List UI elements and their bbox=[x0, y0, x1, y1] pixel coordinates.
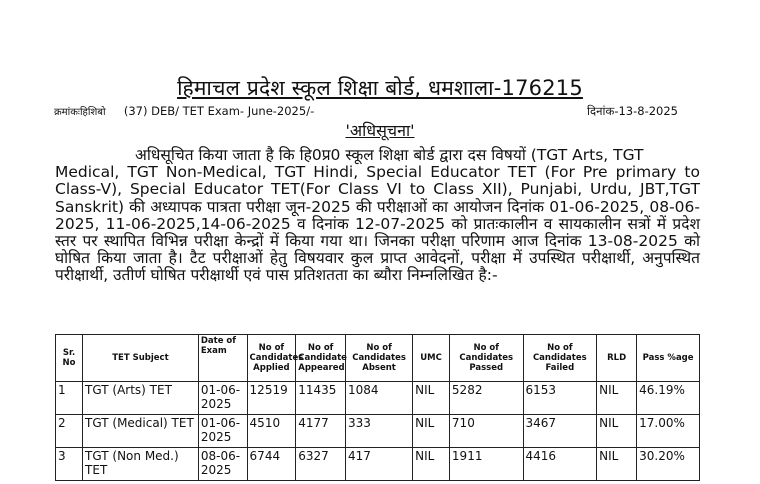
table-cell: 3467 bbox=[523, 415, 597, 448]
notice-heading: 'अधिसूचना' bbox=[345, 121, 415, 140]
table-cell: 11435 bbox=[296, 382, 346, 415]
body-line-1: अधिसूचित किया जाता है कि हि0प्र0 स्कूल शिक्षा बोर्ड द्वारा दस विषयों (TGT Arts, TGT bbox=[135, 146, 644, 164]
table-row bbox=[56, 448, 700, 481]
table-cell: 710 bbox=[449, 415, 523, 448]
reference-prefix: क्रमांकःहिशिबो bbox=[54, 107, 106, 118]
table-cell: 1084 bbox=[346, 382, 413, 415]
table-cell: 08-06-2025 bbox=[198, 448, 247, 481]
table-cell: 4416 bbox=[523, 448, 597, 481]
table-cell: 4177 bbox=[296, 415, 346, 448]
column-header: TET Subject bbox=[83, 335, 199, 382]
result-table bbox=[55, 334, 700, 481]
table-header-row bbox=[56, 335, 700, 382]
notice-body bbox=[55, 147, 700, 285]
table-cell: 46.19% bbox=[637, 382, 700, 415]
table-cell: 1 bbox=[56, 382, 83, 415]
table-cell: 2 bbox=[56, 415, 83, 448]
table-cell: 417 bbox=[346, 448, 413, 481]
table-cell: TGT (Non Med.) TET bbox=[83, 448, 199, 481]
table-cell: 01-06-2025 bbox=[198, 415, 247, 448]
column-header: Sr. No bbox=[56, 335, 83, 382]
reference-code: (37) DEB/ TET Exam- June-2025/- bbox=[123, 104, 315, 118]
table-cell: 4510 bbox=[247, 415, 296, 448]
column-header: Date of Exam bbox=[198, 335, 247, 382]
column-header: UMC bbox=[413, 335, 450, 382]
table-cell: NIL bbox=[413, 415, 450, 448]
column-header: No of Candidate Appeared bbox=[296, 335, 346, 382]
column-header: No of Candidates Passed bbox=[449, 335, 523, 382]
table-cell: TGT (Arts) TET bbox=[83, 382, 199, 415]
body-text: Medical, TGT Non-Medical, TGT Hindi, Special Educator TET (For Pre primary to Class-V), Special Educator TET(For Class VI to Class XII), Punjabi, Urdu, JBT,TGT Sanskrit) की अध्यापक पात्रता परीक्षा जून-2025 की परीक्षाओं का आयोजन दिनांक 01-06-2025, 08-06-2025, 11-06-2025,14-06-2025 व दिनांक 12-07-2025 को प्रातःकालीन व सायकालीन सत्रों में प्रदेश स्तर पर स्थापित विभिन्न परीक्षा केन्द्रों में किया गया था। जिनका परीक्षा परिणाम आज दिनांक 13-08-2025 को घोषित किया जाता है। टैट परीक्षाओं हेतु विषयवार कुल प्राप्त आवेदनों, परीक्षा में उपस्थित परीक्षार्थी, अनुपस्थित परीक्षार्थी, उतीर्ण घोषित परीक्षार्थी एवं पास प्रतिशतता का ब्यौरा निम्नलिखित है:- bbox=[55, 163, 700, 285]
table-cell: 12519 bbox=[247, 382, 296, 415]
table-row bbox=[56, 382, 700, 415]
table-cell: NIL bbox=[597, 415, 637, 448]
table-cell: NIL bbox=[597, 448, 637, 481]
table-cell: 30.20% bbox=[637, 448, 700, 481]
table-cell: 333 bbox=[346, 415, 413, 448]
column-header: No of Candidates Absent bbox=[346, 335, 413, 382]
table-cell: 3 bbox=[56, 448, 83, 481]
table-cell: 1911 bbox=[449, 448, 523, 481]
column-header: No of Candidates Failed bbox=[523, 335, 597, 382]
table-cell: 5282 bbox=[449, 382, 523, 415]
table-cell: 6153 bbox=[523, 382, 597, 415]
table-cell: 6327 bbox=[296, 448, 346, 481]
table-cell: NIL bbox=[413, 448, 450, 481]
table-cell: NIL bbox=[597, 382, 637, 415]
notice-date: दिनांक-13-8-2025 bbox=[587, 104, 678, 118]
table-cell: TGT (Medical) TET bbox=[83, 415, 199, 448]
table-cell: 6744 bbox=[247, 448, 296, 481]
table-row bbox=[56, 415, 700, 448]
table-cell: NIL bbox=[413, 382, 450, 415]
table-cell: 01-06-2025 bbox=[198, 382, 247, 415]
column-header: Pass %age bbox=[637, 335, 700, 382]
table-body bbox=[56, 382, 700, 481]
reference-number bbox=[54, 104, 314, 118]
board-title: हिमाचल प्रदेश स्कूल शिक्षा बोर्ड, धमशाला-176215 bbox=[177, 76, 583, 100]
column-header: No of Candidates Applied bbox=[247, 335, 296, 382]
column-header: RLD bbox=[597, 335, 637, 382]
table-cell: 17.00% bbox=[637, 415, 700, 448]
